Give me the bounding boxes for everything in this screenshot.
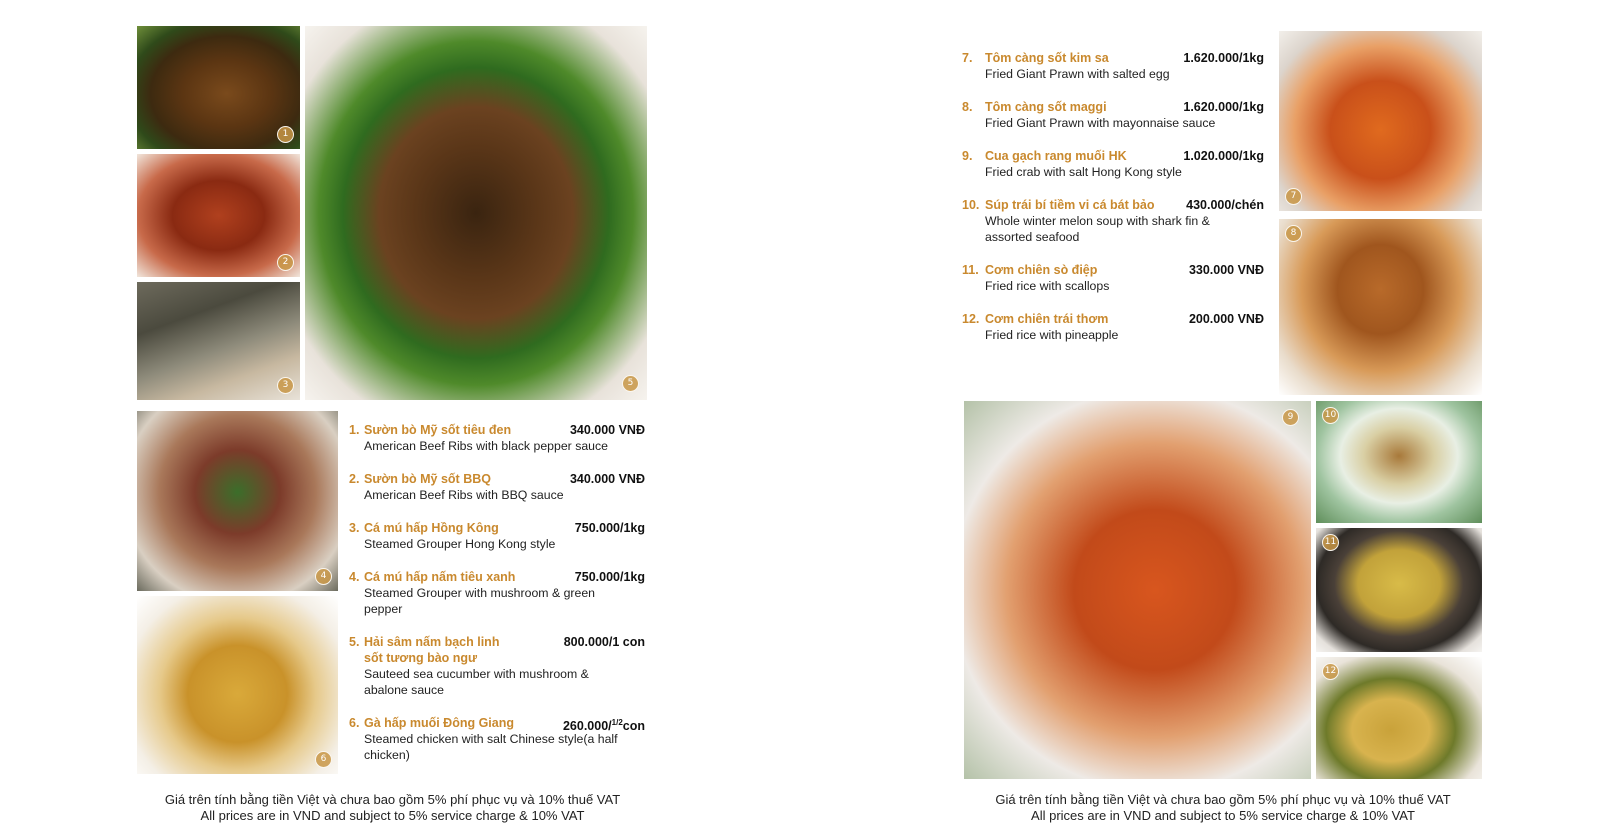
menu-item-11 — [962, 262, 1264, 302]
item-name-en: Steamed chicken with salt Chinese style(a half — [364, 732, 618, 746]
item-number: 1. — [349, 423, 360, 437]
item-name-en: Fried rice with pineapple — [985, 328, 1119, 342]
photo-number-badge: 1 — [277, 126, 294, 143]
item-name-vn: Cơm chiên sò điệp — [985, 263, 1098, 277]
photo-dish-12 — [1316, 657, 1482, 779]
menu-item-6 — [349, 715, 645, 771]
menu-item-7 — [962, 50, 1264, 90]
item-number: 8. — [962, 100, 973, 114]
photo-number-badge: 7 — [1285, 188, 1302, 205]
item-name-vn: Sườn bò Mỹ sốt BBQ — [364, 472, 491, 486]
price-note-footer — [137, 792, 648, 824]
photo-number-badge: 6 — [315, 751, 332, 768]
item-name-en: Steamed Grouper with mushroom & green — [364, 586, 596, 600]
photo-dish-10 — [1316, 401, 1482, 523]
item-name-en: Fried rice with scallops — [985, 279, 1110, 293]
item-number: 3. — [349, 521, 360, 535]
item-price-main: 260.000/ — [562, 719, 612, 734]
item-price: 1.620.000/1kg — [1183, 51, 1264, 65]
menu-item-2 — [349, 471, 645, 511]
photo-number-badge: 11 — [1322, 534, 1339, 551]
item-name-en: Whole winter melon soup with shark fin & — [985, 214, 1210, 228]
photo-number-badge: 8 — [1285, 225, 1302, 242]
menu-item-10 — [962, 197, 1264, 253]
photo-number-badge: 2 — [277, 254, 294, 271]
item-name-vn: Cá mú hấp nấm tiêu xanh — [364, 570, 516, 584]
price-note-en: All prices are in VND and subject to 5% service charge & 10% VAT — [1031, 808, 1415, 823]
item-number: 5. — [349, 635, 360, 649]
photo-dish-5 — [305, 26, 647, 400]
item-name-en: Fried Giant Prawn with mayonnaise sauce — [985, 116, 1216, 130]
item-name-en: American Beef Ribs with BBQ sauce — [364, 488, 564, 502]
item-name-en: assorted seafood — [985, 230, 1080, 244]
item-number: 11. — [962, 263, 979, 277]
item-name-vn-line2: sốt tương bào ngư — [364, 651, 478, 665]
photo-dish-2 — [137, 154, 300, 277]
item-price: 430.000/chén — [1186, 198, 1264, 212]
item-name-en: chicken) — [364, 748, 410, 762]
menu-item-8 — [962, 99, 1264, 139]
price-note-en: All prices are in VND and subject to 5% service charge & 10% VAT — [200, 808, 585, 823]
photo-dish-7 — [1279, 31, 1482, 211]
item-price: 200.000 VNĐ — [1188, 312, 1264, 326]
menu-item-4 — [349, 569, 645, 625]
item-price: 340.000 VNĐ — [569, 472, 645, 486]
price-note-footer — [964, 792, 1482, 824]
photo-dish-3 — [137, 282, 300, 400]
menu-item-1 — [349, 422, 645, 462]
item-price: 1.020.000/1kg — [1183, 149, 1264, 163]
photo-dish-6 — [137, 596, 338, 774]
item-number: 4. — [349, 570, 360, 584]
item-name-vn: Tôm càng sốt maggi — [985, 100, 1107, 114]
photo-dish-4 — [137, 411, 338, 591]
price-note-vn: Giá trên tính bằng tiền Việt và chưa bao gồm 5% phí phục vụ và 10% thuế VAT — [164, 792, 621, 807]
item-price: 1.620.000/1kg — [1183, 100, 1264, 114]
item-name-en: Sauteed sea cucumber with mushroom & — [364, 667, 589, 681]
photo-dish-1 — [137, 26, 300, 149]
menu-item-5 — [349, 634, 645, 706]
item-price-fraction: 1/2 — [611, 718, 623, 727]
item-name-en: Fried crab with salt Hong Kong style — [985, 165, 1182, 179]
price-note-vn: Giá trên tính bằng tiền Việt và chưa bao gồm 5% phí phục vụ và 10% thuế VAT — [995, 792, 1451, 807]
item-name-vn: Cua gạch rang muối HK — [985, 149, 1127, 163]
item-name-vn: Tôm càng sốt kim sa — [985, 51, 1109, 65]
item-number: 2. — [349, 472, 360, 486]
photo-number-badge: 4 — [315, 568, 332, 585]
photo-dish-9 — [964, 401, 1311, 779]
item-number: 9. — [962, 149, 973, 163]
item-number: 10. — [962, 198, 980, 212]
photo-dish-8 — [1279, 219, 1482, 395]
item-name-en: Steamed Grouper Hong Kong style — [364, 537, 556, 551]
item-name-vn: Cơm chiên trái thơm — [985, 312, 1109, 326]
item-price: 750.000/1kg — [574, 521, 645, 535]
photo-number-badge: 10 — [1322, 407, 1339, 424]
item-name-vn: Hải sâm nấm bạch linh — [364, 635, 500, 649]
item-number: 12. — [962, 312, 980, 326]
item-price-unit: con — [622, 719, 645, 734]
item-name-en: Fried Giant Prawn with salted egg — [985, 67, 1170, 81]
item-number: 6. — [349, 716, 360, 730]
photo-dish-11 — [1316, 528, 1482, 652]
item-price: 800.000/1 con — [563, 635, 645, 649]
photo-number-badge: 3 — [277, 377, 294, 394]
item-price: 340.000 VNĐ — [569, 423, 645, 437]
item-name-en: American Beef Ribs with black pepper sauce — [364, 439, 609, 453]
menu-item-9 — [962, 148, 1264, 188]
item-name-en: abalone sauce — [364, 683, 444, 697]
item-name-en: pepper — [364, 602, 403, 616]
item-number: 7. — [962, 51, 973, 65]
menu-item-3 — [349, 520, 645, 560]
item-price: 330.000 VNĐ — [1188, 263, 1264, 277]
item-name-vn: Gà hấp muối Đông Giang — [364, 716, 514, 730]
menu-item-12 — [962, 311, 1264, 351]
photo-number-badge: 5 — [622, 375, 639, 392]
item-name-vn: Sườn bò Mỹ sốt tiêu đen — [364, 423, 512, 437]
item-name-vn: Súp trái bí tiềm vi cá bát bảo — [985, 198, 1155, 212]
photo-number-badge: 12 — [1322, 663, 1339, 680]
item-name-vn: Cá mú hấp Hồng Kông — [364, 521, 499, 535]
photo-number-badge: 9 — [1282, 409, 1299, 426]
item-price: 750.000/1kg — [574, 570, 645, 584]
